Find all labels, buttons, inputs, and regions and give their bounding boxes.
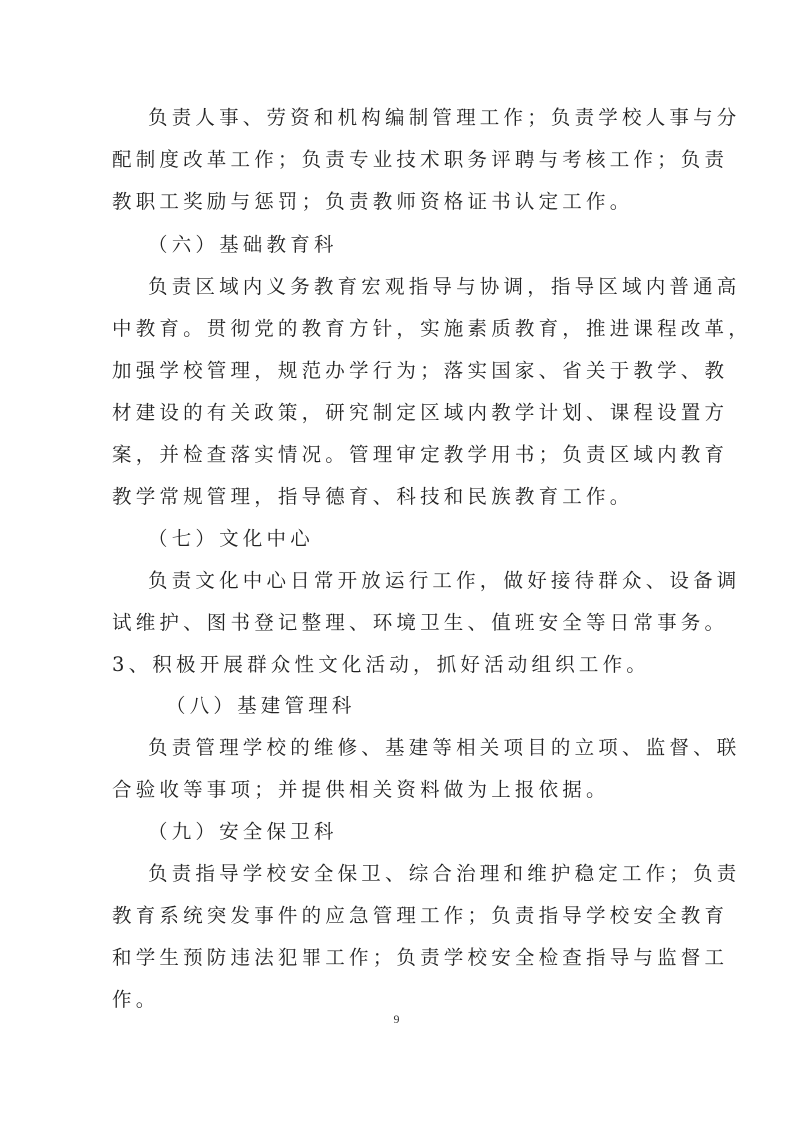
paragraph-line: 负责管理学校的维修、基建等相关项目的立项、监督、联 <box>148 736 741 759</box>
section-heading: （七）文化中心 <box>148 527 314 550</box>
page-number: 9 <box>393 1012 400 1026</box>
paragraph-line: 合验收等事项；并提供相关资料做为上报依据。 <box>112 778 610 801</box>
paragraph-line: 3、积极开展群众性文化活动，抓好活动组织工作。 <box>112 653 651 676</box>
section-heading: （六）基础教育科 <box>148 233 338 256</box>
section-heading: （八）基建管理科 <box>166 694 356 717</box>
paragraph-line: 案，并检查落实情况。管理审定教学用书；负责区域内教育 <box>112 443 729 466</box>
paragraph-line: 负责文化中心日常开放运行工作，做好接待群众、设备调 <box>148 569 741 592</box>
paragraph-line: 教学常规管理，指导德育、科技和民族教育工作。 <box>112 485 634 508</box>
paragraph-line: 负责区域内义务教育宏观指导与协调，指导区域内普通高 <box>148 275 741 298</box>
section-heading: （九）安全保卫科 <box>148 820 338 843</box>
paragraph-line: 作。 <box>112 988 160 1011</box>
paragraph-line: 中教育。贯彻党的教育方针，实施素质教育，推进课程改革， <box>112 317 752 340</box>
paragraph-line: 配制度改革工作；负责专业技术职务评聘与考核工作；负责 <box>112 148 729 171</box>
paragraph-line: 负责人事、劳资和机构编制管理工作；负责学校人事与分 <box>148 106 741 129</box>
paragraph-line: 负责指导学校安全保卫、综合治理和维护稳定工作；负责 <box>148 862 741 885</box>
paragraph-line: 教育系统突发事件的应急管理工作；负责指导学校安全教育 <box>112 904 729 927</box>
paragraph-line: 试维护、图书登记整理、环境卫生、值班安全等日常事务。 <box>112 611 729 634</box>
paragraph-line: 加强学校管理，规范办学行为；落实国家、省关于教学、教 <box>112 359 729 382</box>
paragraph-line: 和学生预防违法犯罪工作；负责学校安全检查指导与监督工 <box>112 946 729 969</box>
paragraph-line: 教职工奖励与惩罚；负责教师资格证书认定工作。 <box>112 190 634 213</box>
paragraph-line: 材建设的有关政策，研究制定区域内教学计划、课程设置方 <box>112 401 729 424</box>
